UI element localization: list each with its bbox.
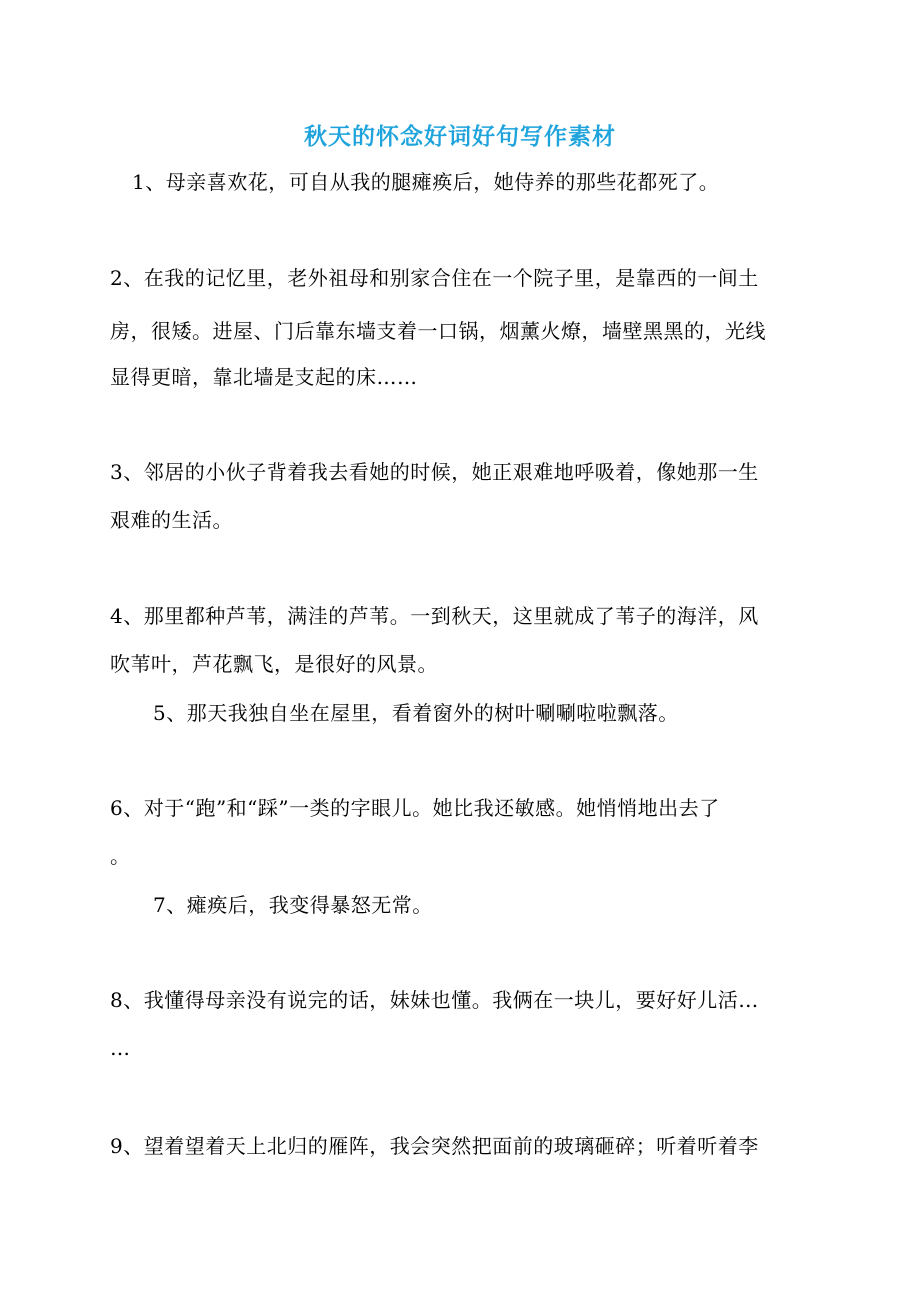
- item-1-line-1: 1、母亲喜欢花，可自从我的腿瘫痪后，她侍养的那些花都死了。: [132, 170, 720, 194]
- document-title: 秋天的怀念好词好句写作素材: [304, 124, 616, 150]
- item-2-line-3: 显得更暗，靠北墙是支起的床……: [110, 365, 418, 389]
- item-4-line-2: 吹苇叶，芦花飘飞，是很好的风景。: [110, 652, 438, 676]
- item-6-line-2: 。: [110, 844, 131, 868]
- item-3-line-1: 3、邻居的小伙子背着我去看她的时候，她正艰难地呼吸着，像她那一生: [110, 460, 759, 484]
- item-2-line-1: 2、在我的记忆里，老外祖母和别家合住在一个院子里，是靠西的一间土: [110, 266, 759, 290]
- item-3-line-2: 艰难的生活。: [110, 508, 233, 532]
- item-4-line-1: 4、那里都种芦苇，满洼的芦苇。一到秋天，这里就成了苇子的海洋，风: [110, 604, 759, 628]
- item-5-line-1: 5、那天我独自坐在屋里，看着窗外的树叶唰唰啦啦飘落。: [153, 701, 679, 725]
- item-8-line-2: …: [110, 1036, 131, 1060]
- item-8-line-1: 8、我懂得母亲没有说完的话，妹妹也懂。我俩在一块儿，要好好儿活…: [110, 988, 759, 1012]
- item-9-line-1: 9、望着望着天上北归的雁阵，我会突然把面前的玻璃砸碎；听着听着李: [110, 1134, 759, 1158]
- item-7-line-1: 7、瘫痪后，我变得暴怒无常。: [153, 893, 433, 917]
- item-2-line-2: 房，很矮。进屋、门后靠东墙支着一口锅，烟薰火燎，墙壁黑黑的，光线: [110, 319, 766, 343]
- item-6-line-1: 6、对于“跑”和“踩”一类的字眼儿。她比我还敏感。她悄悄地出去了: [110, 796, 720, 820]
